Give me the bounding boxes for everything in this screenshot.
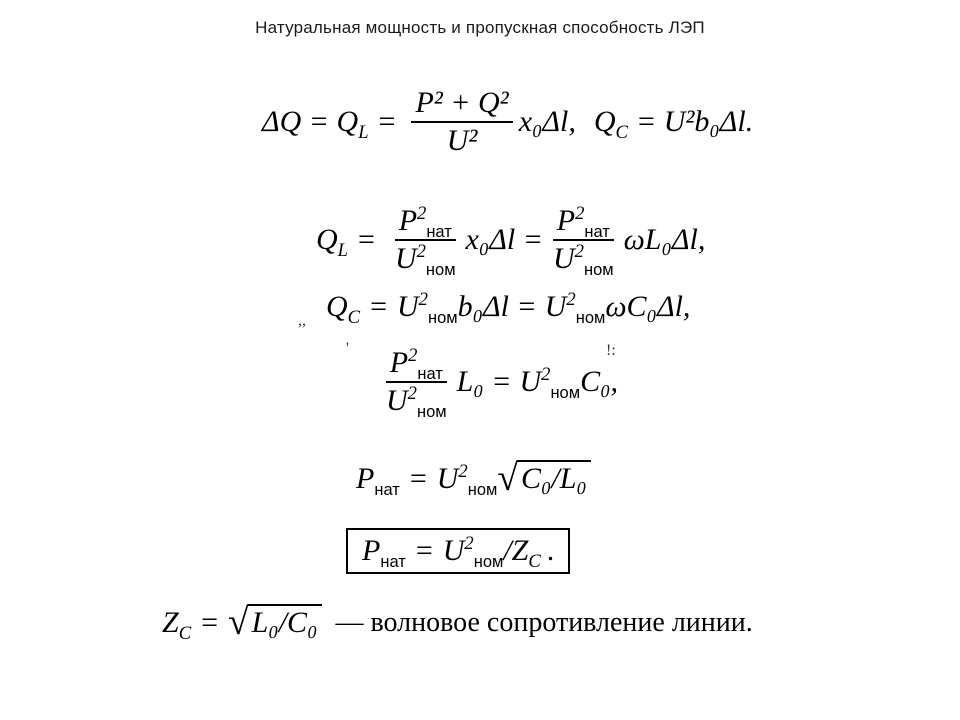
eq2-fraction: $\frac{P^2_{нат}}{U^2_{ном}}$ bbox=[394, 203, 456, 279]
eq1-numerator: P² + Q² bbox=[411, 88, 512, 123]
equation-natural-power-sqrt: $P_{нат}$ = $U^2_{ном}$ √ C₀/L₀ bbox=[356, 460, 591, 498]
page-title: Натуральная мощность и пропускная способность ЛЭП bbox=[255, 18, 705, 37]
equation-ql bbox=[316, 203, 706, 279]
eq1-rhs: = U²b₀Δl. bbox=[635, 105, 754, 138]
eq1-fraction bbox=[411, 88, 512, 156]
eq1-tail: x₀Δl, bbox=[518, 105, 576, 138]
eq4-tail: C₀, bbox=[580, 365, 619, 398]
eq4-fraction: $\frac{P^2_{нат}}{U^2_{ном}}$ bbox=[386, 345, 447, 421]
eq3-equals: = bbox=[370, 290, 387, 323]
eq1-denominator: U² bbox=[446, 124, 478, 157]
eq2-mid: x₀Δl = bbox=[465, 223, 543, 256]
eq3-tail: ωC₀Δl, bbox=[605, 290, 691, 323]
eq2-lhs: $Q_L$ bbox=[316, 223, 349, 261]
boxed-natural-power-formula: $P_{нат}$ = $U^2_{ном}$ $/Z_C$ . bbox=[346, 528, 570, 574]
eq1-equals: = bbox=[378, 105, 396, 138]
scan-speck: ' bbox=[346, 340, 349, 357]
equation-balance: $\frac{P^2_{нат}}{U^2_{ном}}$ L₀ = $U^2_{ном}$ C₀, bbox=[382, 348, 618, 416]
eq3-lhs: $Q_C$ bbox=[326, 290, 361, 328]
equation-qc: $Q_C$ = $U^2_{ном}$ b₀Δl = $U^2_{ном}$ ωC₀Δl, bbox=[326, 289, 691, 328]
eq4-mid: L₀ = bbox=[456, 365, 512, 398]
eq1-lhs: $\Delta Q = Q_L$ bbox=[262, 105, 369, 143]
sqrt-symbol: √ L₀/C₀ bbox=[228, 604, 321, 642]
eq2-fraction-2: $\frac{P^2_{нат}}{U^2_{ном}}$ bbox=[552, 203, 614, 279]
eq1-qc: $Q_C$ bbox=[593, 105, 628, 143]
scan-speck: ,, bbox=[298, 312, 306, 329]
sqrt-symbol: √ C₀/L₀ bbox=[497, 460, 590, 498]
equation-wave-impedance: $Z_C$ = √ L₀/C₀ — волновое сопротивление линии. bbox=[162, 602, 753, 644]
scan-speck: !: bbox=[606, 342, 616, 359]
eq2-tail: ωL₀Δl, bbox=[623, 223, 706, 256]
eq3-mid: b₀Δl = bbox=[457, 290, 537, 323]
eq2-equals: = bbox=[358, 223, 375, 256]
wave-impedance-description: — волновое сопротивление линии. bbox=[335, 606, 753, 638]
equation-reactive-power-loss bbox=[262, 88, 753, 156]
